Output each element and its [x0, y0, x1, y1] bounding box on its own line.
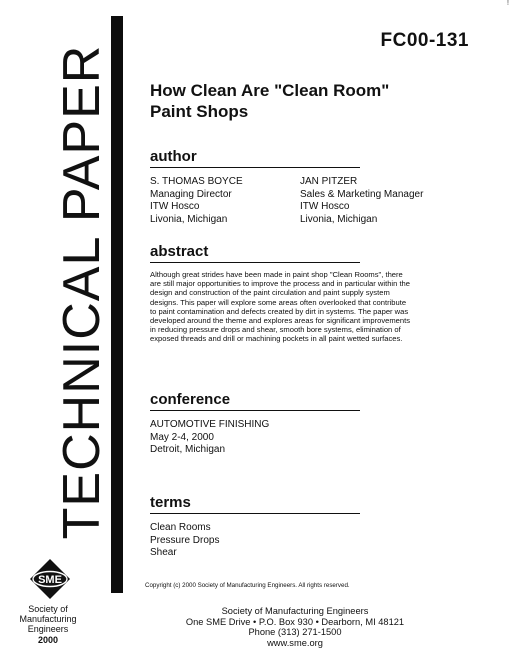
abstract-line: Although great strides have been made in paint shop "Clean Rooms", there	[150, 270, 403, 279]
society-caption-line: Society of	[28, 604, 68, 614]
paper-id: FC00-131	[380, 30, 469, 51]
conference-heading: conference	[150, 391, 360, 411]
author-1-org: ITW Hosco	[150, 201, 200, 212]
abstract-line: design and construction of the paint circulation and paint supply system	[150, 288, 390, 298]
sme-website: www.sme.org	[267, 637, 323, 648]
terms-heading: terms	[150, 494, 360, 514]
abstract-line: to paint contamination and defects created by dirt in systems. The paper was	[150, 306, 409, 316]
abstract-line: in reducing pressure drops and shear, smooth bore systems, elimination of	[150, 325, 401, 335]
term-item: Pressure Drops	[150, 534, 220, 546]
author-block-2	[300, 176, 423, 226]
paper-title-line-1: How Clean Are "Clean Room"	[150, 81, 390, 100]
society-caption-line: Engineers	[27, 624, 69, 635]
society-caption-line: Manufacturing	[19, 614, 77, 625]
abstract-line: developed around the theme and explores areas for significant improvements	[150, 316, 411, 326]
sme-address-block	[160, 606, 430, 648]
abstract-body	[150, 270, 452, 344]
author-1-name: S. THOMAS BOYCE	[150, 176, 243, 187]
paper-title	[150, 80, 389, 122]
author-2-org: ITW Hosco	[300, 201, 350, 212]
conference-block	[150, 419, 269, 457]
corner-mark: !	[507, 0, 509, 7]
author-heading: author	[150, 148, 360, 168]
paper-title-line-2: Paint Shops	[150, 102, 249, 121]
society-year: 2000	[37, 634, 59, 645]
sme-phone: Phone (313) 271-1500	[248, 627, 342, 638]
abstract-line: exposed threads and drill or machining pockets in all paint wetted surfaces.	[150, 334, 403, 344]
conference-name: AUTOMOTIVE FINISHING	[150, 419, 270, 430]
author-2-name: JAN PITZER	[300, 176, 358, 187]
conference-location: Detroit, Michigan	[150, 444, 226, 455]
author-1-location: Livonia, Michigan	[150, 213, 228, 225]
sme-logo-icon	[29, 558, 71, 600]
technical-paper-banner: TECHNICAL PAPER	[53, 44, 111, 540]
sme-name: Society of Manufacturing Engineers	[221, 606, 369, 616]
abstract-heading: abstract	[150, 243, 360, 263]
conference-dates: May 2-4, 2000	[150, 431, 214, 443]
term-item: Clean Rooms	[150, 522, 211, 533]
author-1-role: Managing Director	[150, 188, 232, 200]
vertical-divider-bar	[111, 16, 123, 593]
terms-list	[150, 522, 219, 560]
abstract-line: are still major opportunities to improve the process and in particular within the	[150, 279, 411, 289]
term-item: Shear	[150, 547, 177, 558]
author-block-1	[150, 176, 243, 226]
society-caption	[14, 604, 82, 645]
author-2-role: Sales & Marketing Manager	[300, 188, 424, 200]
logo-text: SME	[38, 574, 62, 586]
sme-street: One SME Drive • P.O. Box 930 • Dearborn, MI 48121	[185, 616, 405, 627]
abstract-line: designs. This paper will explore some areas often overlooked that contribute	[150, 297, 407, 307]
copyright-notice: Copyright (c) 2000 Society of Manufacturing Engineers. All rights reserved.	[145, 582, 350, 589]
author-2-location: Livonia, Michigan	[300, 213, 378, 225]
